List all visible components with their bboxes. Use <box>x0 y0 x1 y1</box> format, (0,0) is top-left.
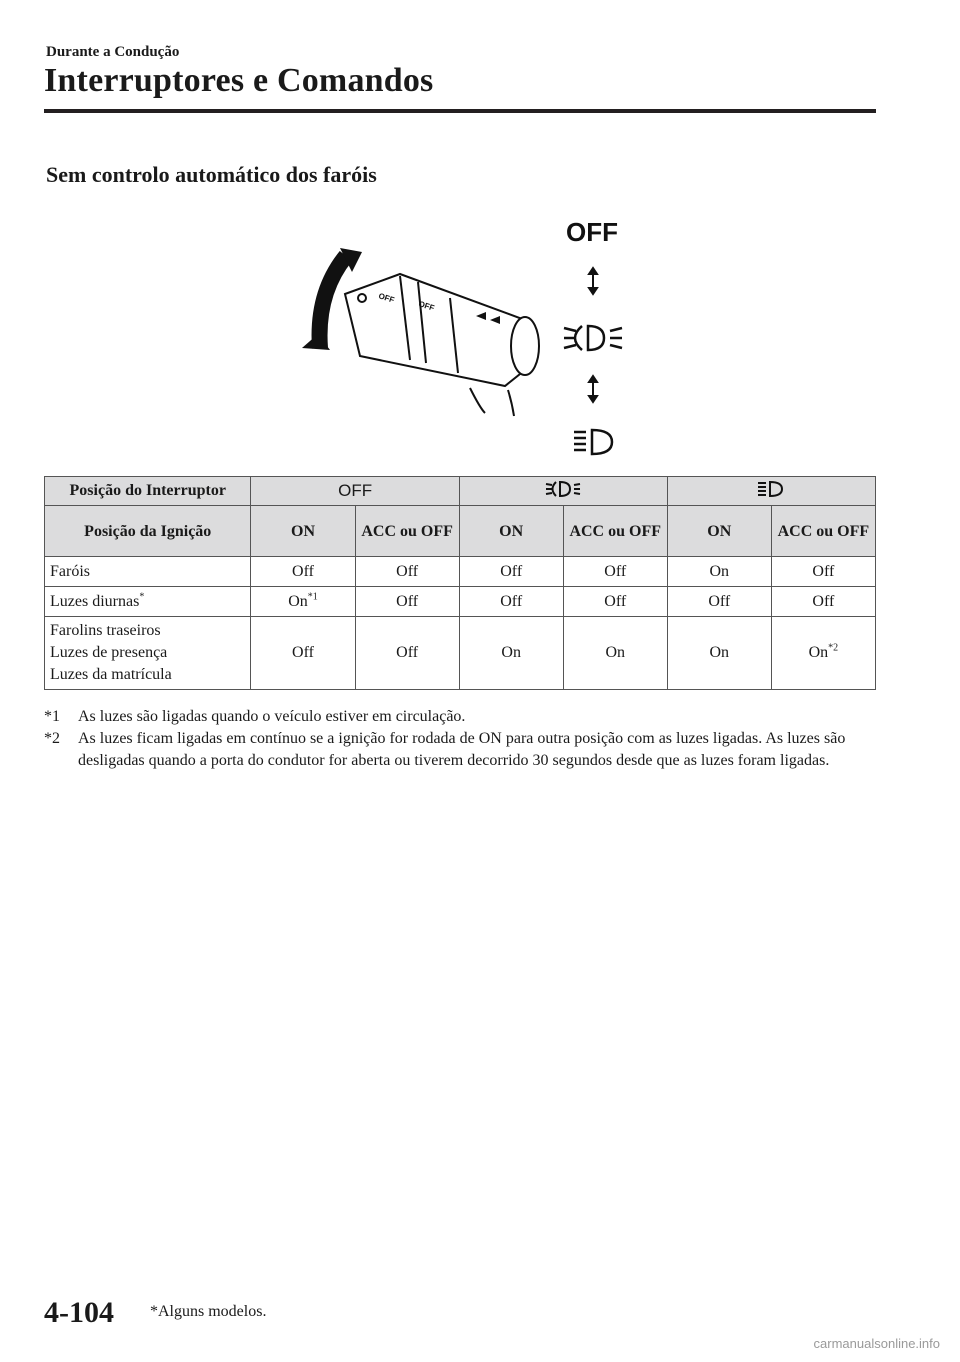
footnote <box>44 728 876 772</box>
subheading: Sem controlo automático dos faróis <box>46 162 377 187</box>
footer-note: *Alguns modelos. <box>150 1303 267 1320</box>
headlight-high-icon <box>564 326 622 350</box>
row-label-cell <box>45 587 251 617</box>
header-cell: ON <box>251 506 355 557</box>
parking-light-icon <box>544 479 582 499</box>
lever-text-2: OFF <box>417 299 436 313</box>
footnote-text: As luzes são ligadas quando o veículo estiver em circulação. <box>78 708 466 725</box>
cell: Off <box>563 557 667 587</box>
cell: Off <box>355 557 459 587</box>
arrow-updown-icon <box>589 268 597 294</box>
cell: On <box>563 617 667 690</box>
header-switch-position: Posição do Interruptor <box>45 477 251 506</box>
parking-light-icon <box>574 430 612 454</box>
cell: Off <box>459 557 563 587</box>
cell: Off <box>771 557 875 587</box>
row-label-cell <box>45 617 251 690</box>
page-number: 4-104 <box>44 1296 114 1329</box>
cell: Off <box>251 557 355 587</box>
table-row <box>45 617 876 690</box>
lever-stalk-icon <box>345 274 539 416</box>
row-label-line: Luzes da matrícula <box>50 666 172 683</box>
footnote-mark: *1 <box>307 591 318 603</box>
cell: Off <box>667 587 771 617</box>
cell: On <box>667 617 771 690</box>
cell: Off <box>563 587 667 617</box>
row-label: Luzes diurnas <box>50 592 140 610</box>
cell: On <box>667 557 771 587</box>
cell: Off <box>355 587 459 617</box>
cell-value: On <box>288 592 308 610</box>
table-header-row <box>45 477 876 506</box>
cell: Off <box>459 587 563 617</box>
header-cell: ACC ou OFF <box>355 506 459 557</box>
header-off-label: OFF <box>338 481 373 500</box>
row-label: Faróis <box>45 557 251 587</box>
off-label: OFF <box>566 217 618 247</box>
header-headlights <box>667 477 875 506</box>
cell: On <box>459 617 563 690</box>
watermark: carmanualsonline.info <box>813 1336 940 1351</box>
cell: Off <box>771 587 875 617</box>
headlight-switch-figure <box>290 208 650 468</box>
header-off <box>251 477 459 506</box>
footnote-mark: * <box>139 591 145 603</box>
page-title: Interruptores e Comandos <box>44 62 434 99</box>
header-cell: ON <box>459 506 563 557</box>
footnote-mark: *1 <box>44 708 60 725</box>
cell: Off <box>355 617 459 690</box>
row-label-line: Luzes de presença <box>50 644 168 661</box>
footnote-mark: *2 <box>828 642 839 654</box>
table-row <box>45 587 876 617</box>
table-row <box>45 557 876 587</box>
header-cell: ON <box>667 506 771 557</box>
row-label-line: Farolins traseiros <box>50 622 161 639</box>
header-cell: ACC ou OFF <box>563 506 667 557</box>
header-parking-lights <box>459 477 667 506</box>
section-kicker: Durante a Condução <box>46 44 180 60</box>
lever-text-1: OFF <box>377 291 396 305</box>
cell-value: On <box>808 644 829 661</box>
cell <box>251 587 355 617</box>
headlight-icon <box>756 479 786 499</box>
footnote-text: As luzes ficam ligadas em contínuo se a ignição for rodada de ON para outra posição com as luzes ligadas. As luzes são desligadas quando a porta do condutor for aberta ou tiverem decorrido 30 segundos desde que as luzes foram ligadas. <box>78 730 846 769</box>
title-rule <box>44 109 876 113</box>
footnotes <box>44 706 876 772</box>
spec-table <box>44 476 876 690</box>
footnote <box>44 706 876 728</box>
table-header-row-2 <box>45 506 876 557</box>
header-cell: ACC ou OFF <box>771 506 875 557</box>
cell <box>771 617 875 690</box>
header-ignition-position: Posição da Ignição <box>45 506 251 557</box>
cell: Off <box>251 617 355 690</box>
footnote-mark: *2 <box>44 730 60 747</box>
arrow-updown-icon-2 <box>589 376 597 402</box>
